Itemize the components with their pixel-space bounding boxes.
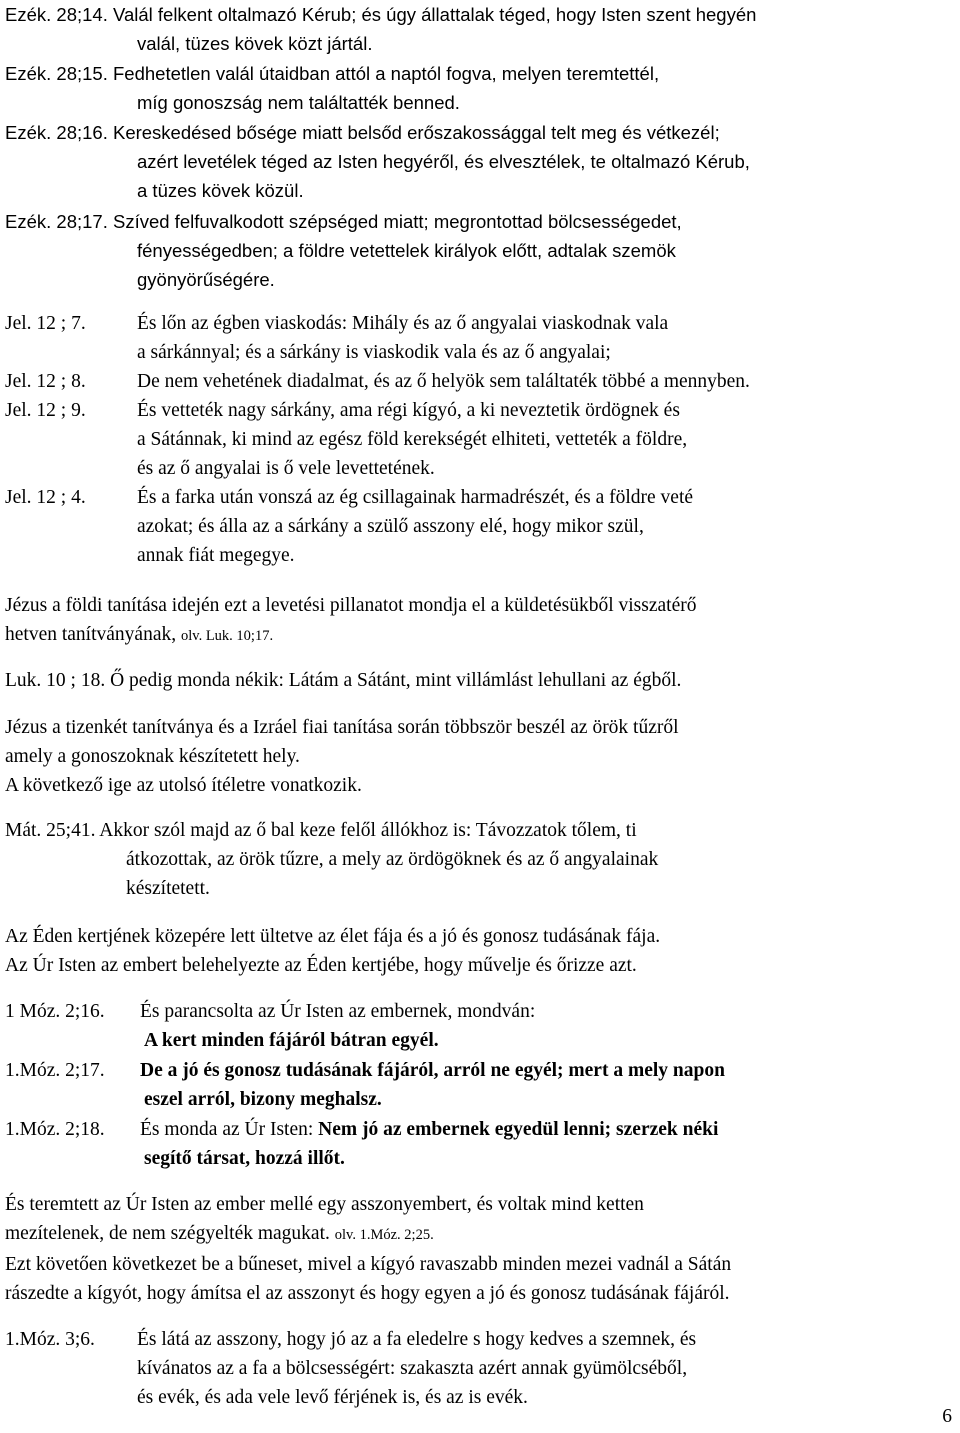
verse-jel-12-4 [5,483,750,570]
verse-text: Szíved felfuvalkodott szépséged miatt; megrontottad bölcsességedet, [112,211,682,232]
verse-ref: 1.Móz. 2;17. [5,1060,105,1081]
verse-moz-2-17 [5,1056,725,1114]
verse-jel-12-9 [5,396,750,483]
verse-text: Fedhetetlen valál útaidban attól a naptól fogva, melyen teremtettél, [112,63,660,84]
paragraph-line: Az Úr Isten az embert belehelyezte az Éden kertjébe, hogy művelje és őrizze azt. [5,955,637,976]
verse-text-emphasis: eszel arról, bizony meghalsz. [144,1089,382,1110]
verse-text: a tüzes kövek közül. [137,180,304,201]
paragraph-line: Jézus a tizenkét tanítványa és a Izráel fiai tanítása során többször beszél az örök tűzről [5,717,679,738]
paragraph-line: És teremtett az Úr Isten az ember mellé egy asszonyembert, és voltak mind ketten [5,1194,644,1215]
verse-text: És parancsolta az Úr Isten az embernek, mondván: [140,1001,536,1022]
verse-text: És a farka után vonszá az ég csillagainak harmadrészét, és a földre veté [137,487,694,508]
verse-text: De nem vehetének diadalmat, és az ő helyök sem találtaték többé a mennyben. [137,371,750,392]
verse-text: azokat; és álla az a sárkány a szülő asszony elé, hogy mikor szül, [137,516,644,537]
verse-text: És látá az asszony, hogy jó az a fa eledelre s hogy kedves a szemnek, és [137,1329,697,1350]
verse-ref: 1 Móz. 2;16. [5,1001,105,1022]
verse-ref: 1.Móz. 3;6. [5,1329,95,1350]
verse-text: valál, tüzes kövek közt jártál. [137,33,373,54]
verse-ref: Jel. 12 ; 7. [5,313,86,334]
reference-note: olv. Luk. 10;17. [180,628,274,644]
verse-text: És monda az Úr Isten: [140,1119,319,1140]
reference-note: olv. 1.Móz. 2;25. [334,1227,434,1243]
verse-ezek-28-17 [5,207,756,294]
verse-ref: Ezék. 28;14. [5,4,108,25]
paragraph-eden [5,922,660,980]
jel-section [5,309,750,570]
verse-text: Ő pedig monda nékik: Látám a Sátánt, mint villámlást lehullani az égből. [110,670,682,691]
verse-jel-12-7 [5,309,750,367]
verse-ref: 1.Móz. 2;18. [5,1119,105,1140]
ezek-section [5,0,756,294]
verse-text: Valál felkent oltalmazó Kérub; és úgy állattalak téged, hogy Isten szent hegyén [112,4,757,25]
paragraph-teremtes [5,1190,731,1308]
verse-text: gyönyörűségére. [137,269,275,290]
verse-moz-2-18 [5,1115,718,1173]
paragraph-line: A következő ige az utolsó ítéletre vonatkozik. [5,775,362,796]
verse-ezek-28-15 [5,59,756,117]
verse-moz-2-16 [5,997,535,1055]
paragraph-line: hetven tanítványának, [5,624,177,645]
verse-text: Kereskedésed bősége miatt belsőd erőszakossággal telt meg és vétkezél; [112,122,720,143]
paragraph-orok-tuz [5,713,679,800]
verse-ezek-28-14 [5,0,756,58]
verse-text-emphasis: Nem jó az embernek egyedül lenni; szerzek néki [318,1119,719,1140]
verse-ref: Luk. 10 ; 18. [5,670,106,691]
verse-text-emphasis: A kert minden fájáról bátran egyél. [144,1030,439,1051]
verse-text: kívánatos az a fa a bölcsességért: szakaszta azért annak gyümölcséből, [137,1358,688,1379]
verse-ezek-28-16 [5,118,756,205]
paragraph-line: mezítelenek, de nem szégyelték magukat. [5,1223,330,1244]
verse-ref: Jel. 12 ; 8. [5,371,86,392]
verse-text: Akkor szól majd az ő bal keze felől állókhoz is: Távozzatok tőlem, ti [99,820,637,841]
verse-text: átkozottak, az örök tűzre, a mely az ördögöknek és az ő angyalainak [126,849,659,870]
verse-text: és evék, és ada vele levő férjének is, és az is evék. [137,1387,528,1408]
verse-ref: Mát. 25;41. [5,820,96,841]
verse-ref: Ezék. 28;15. [5,63,108,84]
verse-text: annak fiát megegye. [137,545,295,566]
verse-text-emphasis: segítő társat, hozzá illőt. [144,1148,345,1169]
paragraph-line: amely a gonoszoknak készítetett hely. [5,746,300,767]
paragraph-jezus-levetes [5,591,696,651]
verse-text: a sárkánnyal; és a sárkány is viaskodik vala és az ő angyalai; [137,342,611,363]
paragraph-line: Ezt követően következet be a bűneset, mivel a kígyó ravaszabb minden mezei vadnál a Sátán [5,1254,732,1275]
verse-text: és az ő angyalai is ő vele levettetének. [137,458,435,479]
verse-jel-12-8 [5,367,750,396]
verse-text: És vetteték nagy sárkány, ama régi kígyó, a ki neveztetik ördögnek és [137,400,680,421]
verse-text: míg gonoszság nem találtatték benned. [137,92,460,113]
verse-text: a Sátánnak, ki mind az egész föld kerekségét elhiteti, vetteték a földre, [137,429,688,450]
paragraph-line: Az Éden kertjének közepére lett ültetve az élet fája és a jó és gonosz tudásának fája. [5,926,661,947]
verse-mat-25-41 [5,816,658,903]
verse-text: készítetett. [126,878,210,899]
verse-ref: Ezék. 28;16. [5,122,108,143]
verse-ref: Jel. 12 ; 4. [5,487,86,508]
verse-text-emphasis: De a jó és gonosz tudásának fájáról, arról ne egyél; mert a mely napon [140,1060,725,1081]
verse-text: fényességedben; a földre vetettelek királyok előtt, adtalak szemök [137,240,676,261]
page-number: 6 [942,1406,952,1427]
verse-moz-3-6 [5,1325,696,1412]
verse-ref: Ezék. 28;17. [5,211,108,232]
verse-ref: Jel. 12 ; 9. [5,400,86,421]
verse-text: azért levetélek téged az Isten hegyéről, és elvesztélek, te oltalmazó Kérub, [137,151,750,172]
paragraph-line: Jézus a földi tanítása idején ezt a levetési pillanatot mondja el a küldetésükből visszatérő [5,595,697,616]
paragraph-line: rászedte a kígyót, hogy ámítsa el az asszonyt és hogy egyen a jó és gonosz tudásának fájáról. [5,1283,730,1304]
verse-text: És lőn az égben viaskodás: Mihály és az ő angyalai viaskodnak vala [137,313,669,334]
verse-luk-10-18 [5,666,681,695]
